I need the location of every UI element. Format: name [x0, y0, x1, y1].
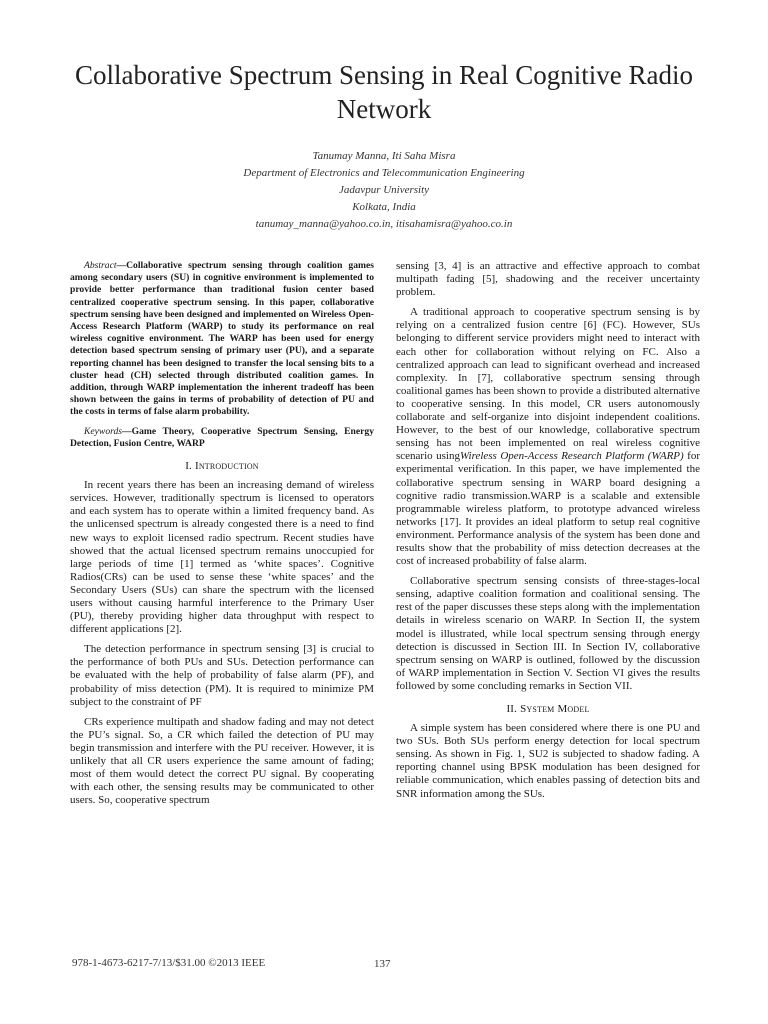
- copyright-footer: 978-1-4673-6217-7/13/$31.00 ©2013 IEEE: [72, 957, 266, 969]
- intro-paragraph-2: The detection performance in spectrum sensing [3] is crucial to the performance of both PUs and SUs. Detection performance can be evaluated with the help of probability of false alarm (PF), and probability of miss detection (PM). It is required to minimize PM subject to the constraint of PF: [70, 643, 374, 708]
- abstract-text: —Collaborative spectrum sensing through coalition games among secondary users (SU) in cognitive environment is implemented to provide better performance than traditional fusion center based centralized cooperative spectrum sensing. In this paper, collaborative spectrum sensing have been designed and implemented on Wireless Open-Access Research Platform (WARP) to study its performance on real wireless cognitive environment. The WARP has been used for energy detection based spectrum sensing of primary user (PU), and a separate reporting channel has been designed to transfer the local sensing bits to a cluster head (CH) selected through distributed coalition games. In addition, through WARP implementation the inherent tradeoff has been shown between the gains in terms of probability of detection of PU and the costs in terms of false alarm probability.: [70, 260, 374, 418]
- section-heading-introduction: I. Introduction: [185, 460, 259, 473]
- page-number: 137: [374, 958, 391, 970]
- keywords-text: —Game Theory, Cooperative Spectrum Sensing, Energy Detection, Fusion Centre, WARP: [70, 425, 374, 449]
- system-model-paragraph: A simple system has been considered where there is one PU and two SUs. Both SUs perform energy detection for local spectrum sensing. As shown in Fig. 1, SU2 is subjected to shadow fading. A reporting channel using BPSK modulation has been designed for reliable communication, which enables passing of detection bits and SNR information among the SUs.: [396, 722, 700, 800]
- left-column: [70, 260, 374, 814]
- right-paragraph-3: Collaborative spectrum sensing consists of three-stages-local sensing, adaptive coalition formation and coalitional sensing. The rest of the paper discusses these steps along with the implementation details in wireless scenario on WARP. In Section II, the system model is illustrated, while local spectrum sensing through energy detection is discussed in Section III. In Section IV, collaborative spectrum sensing on WARP is outlined, followed by the discussion of WARP implementation in Section V. Section VI gives the results followed by some concluding remarks in Section VII.: [396, 575, 700, 692]
- author-names: Tanumay Manna, Iti Saha Misra: [312, 150, 456, 162]
- intro-paragraph-3: CRs experience multipath and shadow fading and may not detect the PU’s signal. So, a CR which failed the detection of PU may begin transmission and interfere with the PU receiver. However, it is unlikely that all CR users experience the same amount of fading; most of them would detect the correct PU signal. By cooperating with each other, the sensing results may be communicated to other users. So, cooperative spectrum: [70, 715, 374, 807]
- right-paragraph-2-a: A traditional approach to cooperative spectrum sensing is by relying on a centralized fusion centre [6] (FC). However, SUs belonging to different service providers might need to interact with each other for collaboration without relying on FC. Also a centralized approach can lead to significant overhead and increased complexity. In [7], collaborative spectrum sensing through coalitional games has been shown to provide a distributed alternative to cooperative sensing. In this model, CR users autonomously collaborate and self-organize into disjoint independent coalitions. However, to the best of our knowledge, collaborative spectrum sensing has not been implemented on real wireless cognitive scenario using: [396, 306, 700, 463]
- right-column: [396, 260, 700, 808]
- abstract: [70, 260, 374, 419]
- author-university: Jadavpur University: [338, 184, 430, 196]
- keywords-label: Keywords: [84, 425, 123, 437]
- author-department: Department of Electronics and Telecommunication Engineering: [243, 167, 525, 179]
- author-emails: tanumay_manna@yahoo.co.in, itisahamisra@yahoo.co.in: [255, 218, 513, 230]
- abstract-label: Abstract: [84, 260, 117, 271]
- right-paragraph-2: [396, 306, 700, 568]
- right-paragraph-2-b: for experimental verification. In this paper, we have implemented the collaborative spectrum sensing in WARP board designing a cognitive radio transmission.WARP is a scalable and extensible programmable wireless platform, to prototype advanced wireless networks [17]. It provides an ideal platform to setup real cognitive environment. Performance analysis of the system has been done and results show that the probability of miss detection decreases at the cost of increased probability of false alarm.: [396, 450, 701, 568]
- intro-paragraph-1: In recent years there has been an increasing demand of wireless services. However, traditionally spectrum is licensed to operators and each system has to operate within a limited frequency band. As the unlicensed spectrum is already congested there is a need to find new ways to exploit licensed radio spectrum. Recent studies have showed that the actual licensed spectrum remains unoccupied for large periods of time [1] termed as ‘white spaces’. Cognitive Radios(CRs) can be used to sense these ‘white spaces’ and the Secondary Users (SUs) can share the spectrum with the licensed users without causing harmful interference to the Primary User (PU), thereby providing higher data throughput with respect to different applications [2].: [70, 479, 374, 636]
- section-heading-system-model: II. System Model: [506, 703, 590, 715]
- author-city: Kolkata, India: [352, 201, 416, 213]
- warp-emphasis: Wireless Open-Access Research Platform (WARP): [459, 450, 684, 463]
- author-block: [100, 148, 668, 233]
- paper-title: Collaborative Spectrum Sensing in Real Cognitive Radio Network: [75, 60, 693, 124]
- right-paragraph-1: sensing [3, 4] is an attractive and effective approach to combat multipath fading [5], shadowing and the receiver uncertainty problem.: [396, 260, 700, 299]
- keywords: [70, 426, 374, 450]
